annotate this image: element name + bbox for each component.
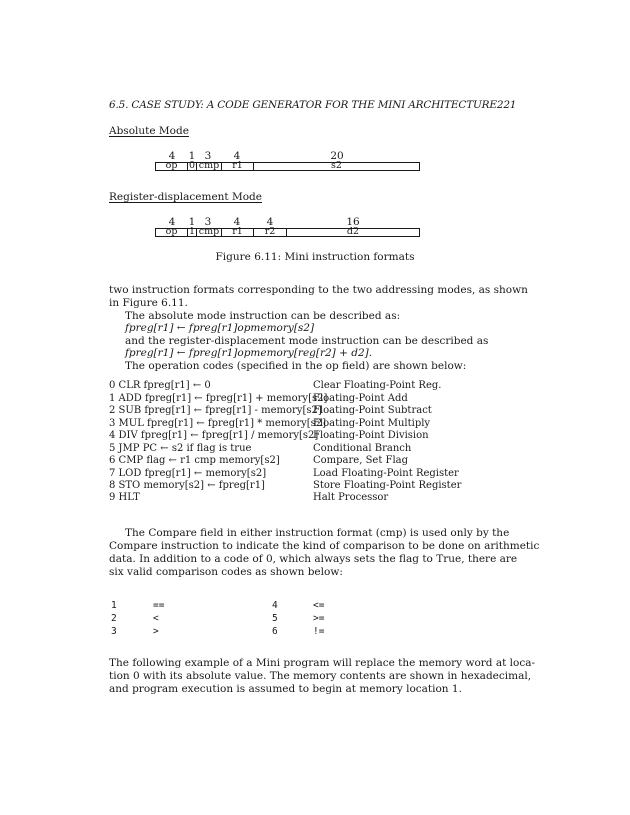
mode-bit-field: 1 — [188, 226, 196, 237]
op-field: op — [155, 162, 188, 171]
opcode-row: 5 JMP PC ← s2 if flag is true — [109, 443, 252, 454]
intro-line: The operation codes (specified in the op field) are shown below: — [125, 360, 467, 372]
absolute-mode-heading: Absolute Mode — [109, 125, 189, 137]
opcode-description: Floating-Point Multiply — [313, 418, 431, 429]
r1-field: r1 — [221, 162, 254, 171]
comparison-code: 6 — [272, 626, 278, 637]
field-bits: 1 — [188, 216, 196, 228]
opcode-description: Floating-Point Subtract — [313, 405, 432, 416]
intro-line: and the register-displacement mode instruction can be described as — [125, 335, 489, 347]
intro-line: The absolute mode instruction can be described as: — [125, 310, 401, 322]
opcode-row: 2 SUB fpreg[r1] ← fpreg[r1] - memory[s2] — [109, 405, 322, 416]
field-bits: 1 — [188, 150, 196, 162]
s2-field: s2 — [253, 162, 420, 171]
opcode-description: Load Floating-Point Register — [313, 468, 459, 479]
opcode-description: Compare, Set Flag — [313, 455, 409, 466]
d2-field: d2 — [286, 228, 420, 237]
opcode-row: 6 CMP flag ← r1 cmp memory[s2] — [109, 455, 280, 466]
figure-caption: Figure 6.11: Mini instruction formats — [215, 251, 415, 263]
field-bits: 4 — [233, 150, 241, 162]
final-paragraph-line: tion 0 with its absolute value. The memory contents are shown in hexadecimal, — [109, 670, 532, 682]
opcode-row: 0 CLR fpreg[r1] ← 0 — [109, 380, 211, 391]
compare-paragraph-line: Compare instruction to indicate the kind of comparison to be done on arithmetic — [109, 540, 540, 552]
comparison-code: 4 — [272, 600, 278, 611]
field-bits: 16 — [346, 216, 360, 228]
intro-line: two instruction formats corresponding to the two addressing modes, as shown — [109, 284, 528, 296]
comparison-code: 2 — [111, 613, 117, 624]
compare-paragraph-line: The Compare field in either instruction format (cmp) is used only by the — [125, 527, 510, 539]
opcode-row: 9 HLT — [109, 492, 140, 503]
page-header: 6.5. CASE STUDY: A CODE GENERATOR FOR THE MINI ARCHITECTURE221 — [109, 99, 517, 111]
comparison-operator: <= — [313, 600, 325, 611]
field-bits: 4 — [266, 216, 274, 228]
final-paragraph-line: and program execution is assumed to begin at memory location 1. — [109, 683, 462, 695]
mode-bit-field: 0 — [188, 160, 196, 171]
field-bits: 4 — [168, 216, 176, 228]
comparison-code: 5 — [272, 613, 278, 624]
r2-field: r2 — [253, 228, 287, 237]
opcode-description: Store Floating-Point Register — [313, 480, 462, 491]
register-mode-formula: fpreg[r1] ← fpreg[r1]opmemory[reg[r2] + d2]. — [125, 347, 373, 359]
comparison-code: 1 — [111, 600, 117, 611]
compare-paragraph-line: data. In addition to a code of 0, which always sets the flag to True, there are — [109, 553, 518, 565]
comparison-operator: == — [153, 600, 165, 611]
register-mode-format — [155, 216, 420, 240]
opcode-row: 7 LOD fpreg[r1] ← memory[s2] — [109, 468, 267, 479]
intro-line: in Figure 6.11. — [109, 297, 188, 309]
field-bits: 4 — [233, 216, 241, 228]
comparison-operator: != — [313, 626, 325, 637]
opcode-description: Clear Floating-Point Reg. — [313, 380, 442, 391]
compare-paragraph-line: six valid comparison codes as shown below: — [109, 566, 343, 578]
register-mode-heading: Register-displacement Mode — [109, 191, 262, 203]
cmp-field: cmp — [196, 228, 222, 237]
final-paragraph-line: The following example of a Mini program will replace the memory word at loca- — [109, 657, 536, 669]
field-bits: 3 — [204, 150, 212, 162]
r1-field: r1 — [221, 228, 254, 237]
field-bits: 3 — [204, 216, 212, 228]
opcode-description: Conditional Branch — [313, 443, 412, 454]
opcode-description: Floating-Point Division — [313, 430, 429, 441]
field-bits: 4 — [168, 150, 176, 162]
opcode-row: 1 ADD fpreg[r1] ← fpreg[r1] + memory[s2] — [109, 393, 328, 404]
comparison-code: 3 — [111, 626, 117, 637]
comparison-operator: < — [153, 613, 159, 624]
opcode-description: Floating-Point Add — [313, 393, 408, 404]
opcode-row: 3 MUL fpreg[r1] ← fpreg[r1] * memory[s2] — [109, 418, 327, 429]
comparison-operator: > — [153, 626, 159, 637]
op-field: op — [155, 228, 188, 237]
absolute-mode-formula: fpreg[r1] ← fpreg[r1]opmemory[s2] — [125, 322, 315, 334]
opcode-row: 8 STO memory[s2] ← fpreg[r1] — [109, 480, 265, 491]
absolute-mode-format — [155, 150, 420, 174]
opcode-description: Halt Processor — [313, 492, 389, 503]
comparison-operator: >= — [313, 613, 325, 624]
cmp-field: cmp — [196, 162, 222, 171]
opcode-row: 4 DIV fpreg[r1] ← fpreg[r1] / memory[s2] — [109, 430, 319, 441]
field-bits: 20 — [330, 150, 344, 162]
